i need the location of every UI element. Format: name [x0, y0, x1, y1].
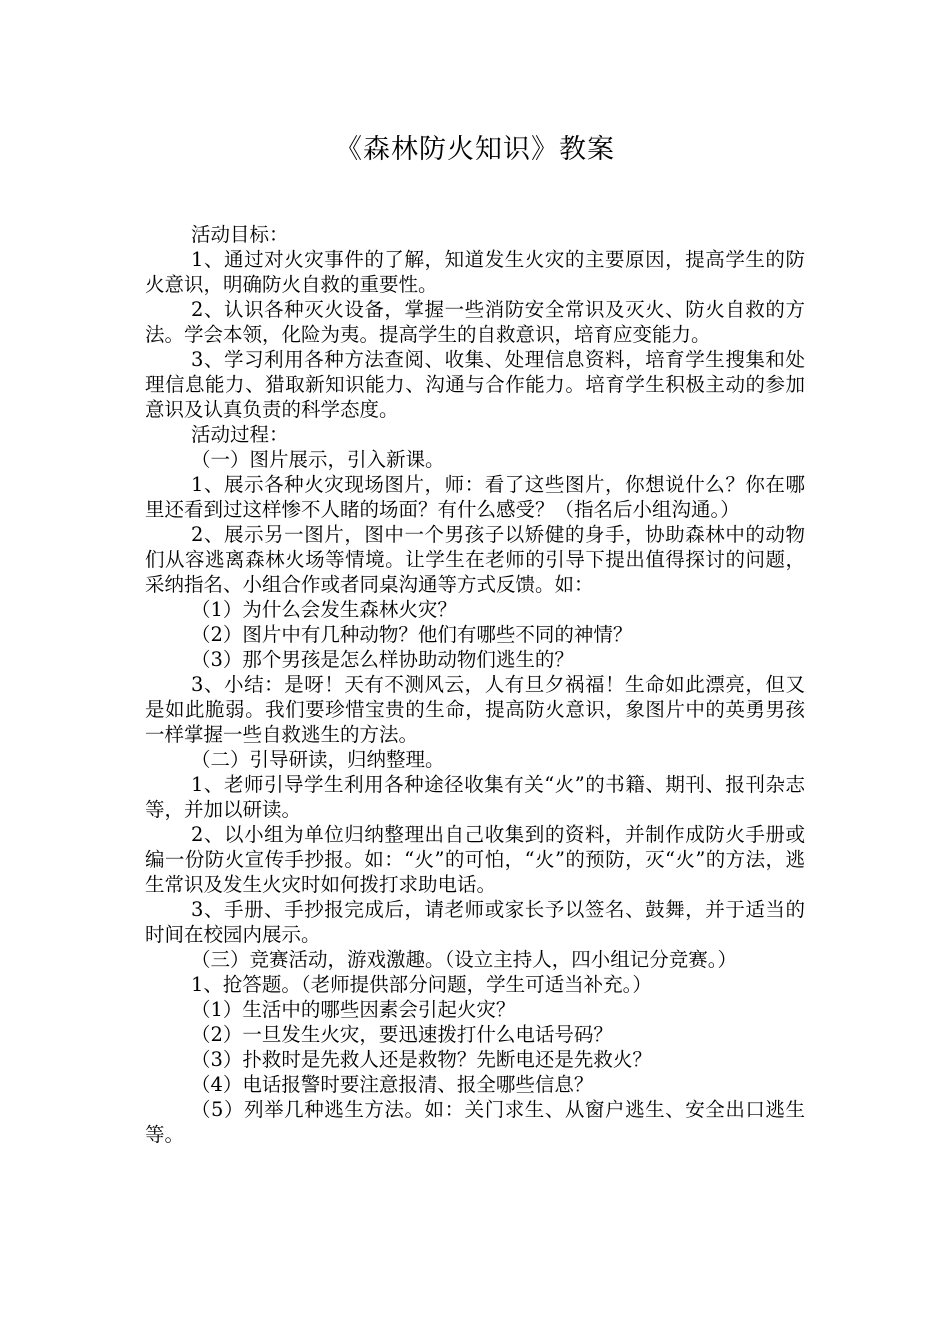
- paragraph-question-3: （3）那个男孩是怎么样协助动物们逃生的？: [191, 648, 574, 671]
- paragraph-quiz-question-2: （2）一旦发生火灾，要迅速拨打什么电话号码？: [191, 1023, 613, 1046]
- paragraph-goal-1: 1、通过对火灾事件的了解，知道发生火灾的主要原因，提高学生的防火意识，明确防火自救的重要性。: [145, 248, 805, 296]
- paragraph-section-2-item-3: 3、手册、手抄报完成后，请老师或家长予以签名、鼓舞，并于适当的时间在校园内展示。: [145, 898, 805, 946]
- paragraph-goal-2: 2、认识各种灭火设备，掌握一些消防安全常识及灭火、防火自救的方法。学会本领，化险为夷。提高学生的自救意识，培育应变能力。: [145, 298, 805, 346]
- paragraph-section-3-item-1: 1、抢答题。（老师提供部分问题，学生可适当补充。）: [191, 973, 652, 996]
- paragraph-question-1: （1）为什么会发生森林火灾？: [191, 598, 457, 621]
- paragraph-section-2-item-2: 2、以小组为单位归纳整理出自己收集到的资料，并制作成防火手册或编一份防火宣传手抄报。如：“火”的可怕，“火”的预防，灭“火”的方法，逃生常识及发生火灾时如何拨打求助电话。: [145, 823, 805, 896]
- paragraph-activity-goals-heading: 活动目标：: [191, 223, 289, 246]
- paragraph-goal-3: 3、学习利用各种方法查阅、收集、处理信息资料，培育学生搜集和处理信息能力、猎取新知识能力、沟通与合作能力。培育学生积极主动的参加意识及认真负责的科学态度。: [145, 348, 805, 421]
- paragraph-section-2-heading: （二）引导研读，归纳整理。: [191, 748, 445, 771]
- paragraph-section-1-summary: 3、小结：是呀！天有不测风云，人有旦夕祸福！生命如此漂亮，但又是如此脆弱。我们要珍惜宝贵的生命，提高防火意识，象图片中的英勇男孩一样掌握一些自救逃生的方法。: [145, 673, 805, 746]
- paragraph-section-2-item-1: 1、老师引导学生利用各种途径收集有关“火”的书籍、期刊、报刊杂志等，并加以研读。: [145, 773, 805, 821]
- paragraph-section-1-heading: （一）图片展示，引入新课。: [191, 448, 445, 471]
- paragraph-quiz-question-1: （1）生活中的哪些因素会引起火灾？: [191, 998, 516, 1021]
- paragraph-quiz-question-3: （3）扑救时是先救人还是救物？先断电还是先救火？: [191, 1048, 652, 1071]
- paragraph-quiz-question-4: （4）电话报警时要注意报清、报全哪些信息？: [191, 1073, 594, 1096]
- paragraph-activity-process-heading: 活动过程：: [191, 423, 289, 446]
- paragraph-section-1-item-1: 1、展示各种火灾现场图片，师：看了这些图片，你想说什么？你在哪里还看到过这样惨不人睹的场面？有什么感受？（指名后小组沟通。）: [145, 473, 805, 521]
- paragraph-section-1-item-2: 2、展示另一图片，图中一个男孩子以矫健的身手，协助森林中的动物们从容逃离森林火场等情境。让学生在老师的引导下提出值得探讨的问题，采纳指名、小组合作或者同桌沟通等方式反馈。如：: [145, 523, 805, 596]
- paragraph-quiz-question-5: （5）列举几种逃生方法。如：关门求生、从窗户逃生、安全出口逃生等。: [145, 1098, 805, 1146]
- document-body: [145, 222, 805, 1147]
- paragraph-question-2: （2）图片中有几种动物？他们有哪些不同的神情？: [191, 623, 633, 646]
- paragraph-section-3-heading: （三）竞赛活动，游戏激趣。（设立主持人，四小组记分竞赛。）: [191, 948, 738, 971]
- document-title: 《森林防火知识》教案: [335, 134, 615, 165]
